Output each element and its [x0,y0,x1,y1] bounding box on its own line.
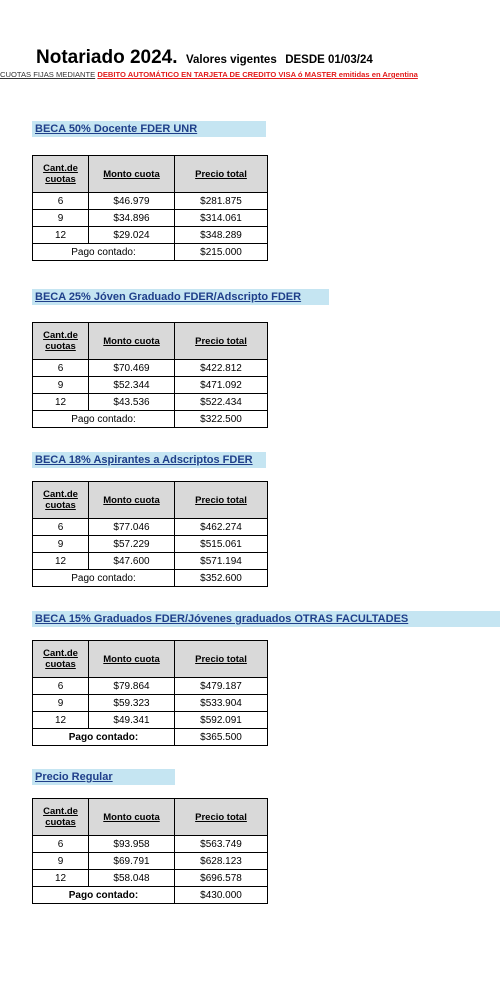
cell-monto: $57.229 [89,536,175,553]
price-table [32,322,268,428]
cell-monto: $47.600 [89,553,175,570]
cell-precio: $571.194 [175,553,268,570]
cell-precio: $515.061 [175,536,268,553]
cell-precio: $533.904 [175,695,268,712]
pago-contado-label: Pago contado: [33,729,175,746]
table-row [33,870,268,887]
table-row [33,712,268,729]
column-header-precio: Precio total [175,482,268,519]
cell-cuotas: 9 [33,853,89,870]
page-title [36,47,373,69]
price-table [32,798,268,904]
cell-precio: $348.289 [175,227,268,244]
table-row [33,853,268,870]
cell-cuotas: 9 [33,210,89,227]
cell-cuotas: 12 [33,394,89,411]
column-header-precio: Precio total [175,799,268,836]
cell-monto: $58.048 [89,870,175,887]
pago-contado-value: $322.500 [175,411,268,428]
table-row [33,377,268,394]
table-header-row [33,799,268,836]
subtitle-date: DESDE 01/03/24 [285,54,373,66]
column-header-precio: Precio total [175,323,268,360]
cell-monto: $29.024 [89,227,175,244]
cell-precio: $479.187 [175,678,268,695]
column-header-cuotas: Cant.de cuotas [33,799,89,836]
pago-contado-value: $430.000 [175,887,268,904]
table-header-row [33,156,268,193]
cell-precio: $471.092 [175,377,268,394]
table-row [33,360,268,377]
cell-precio: $592.091 [175,712,268,729]
cell-precio: $462.274 [175,519,268,536]
cell-cuotas: 6 [33,836,89,853]
table-row [33,836,268,853]
table-row [33,519,268,536]
table-header-row [33,323,268,360]
pago-contado-label: Pago contado: [33,570,175,587]
payment-notice [0,70,500,79]
cell-monto: $52.344 [89,377,175,394]
price-table [32,481,268,587]
price-table [32,155,268,261]
cell-monto: $93.958 [89,836,175,853]
column-header-precio: Precio total [175,156,268,193]
pago-contado-value: $215.000 [175,244,268,261]
cell-cuotas: 6 [33,360,89,377]
table-row [33,536,268,553]
section-title: BECA 15% Graduados FDER/Jóvenes graduados OTRAS FACULTADES [32,611,500,627]
cell-cuotas: 6 [33,519,89,536]
cell-cuotas: 9 [33,536,89,553]
column-header-cuotas: Cant.de cuotas [33,641,89,678]
cell-precio: $522.434 [175,394,268,411]
table-header-row [33,641,268,678]
cell-monto: $59.323 [89,695,175,712]
column-header-cuotas: Cant.de cuotas [33,156,89,193]
column-header-monto: Monto cuota [89,799,175,836]
pago-contado-value: $352.600 [175,570,268,587]
table-row [33,227,268,244]
column-header-precio: Precio total [175,641,268,678]
cell-monto: $49.341 [89,712,175,729]
column-header-cuotas: Cant.de cuotas [33,323,89,360]
cell-cuotas: 12 [33,553,89,570]
section-title: Precio Regular [32,769,175,785]
subtitle-prefix: Valores vigentes [185,54,277,66]
column-header-monto: Monto cuota [89,641,175,678]
cell-precio: $628.123 [175,853,268,870]
column-header-monto: Monto cuota [89,323,175,360]
column-header-monto: Monto cuota [89,482,175,519]
table-row [33,695,268,712]
cell-monto: $70.469 [89,360,175,377]
pago-contado-row [33,244,268,261]
column-header-monto: Monto cuota [89,156,175,193]
cell-monto: $34.896 [89,210,175,227]
notice-highlight: DEBITO AUTOMÁTICO EN TARJETA DE CREDITO VISA ó MASTER emitidas en Argentina [97,70,418,79]
cell-cuotas: 12 [33,712,89,729]
cell-monto: $46.979 [89,193,175,210]
cell-cuotas: 12 [33,227,89,244]
notice-prefix: CUOTAS FIJAS MEDIANTE [0,70,96,79]
cell-cuotas: 9 [33,695,89,712]
column-header-cuotas: Cant.de cuotas [33,482,89,519]
cell-monto: $69.791 [89,853,175,870]
table-row [33,193,268,210]
table-row [33,394,268,411]
cell-cuotas: 9 [33,377,89,394]
title-text: Notariado 2024. [36,47,178,68]
cell-precio: $314.061 [175,210,268,227]
table-header-row [33,482,268,519]
section-title: BECA 25% Jóven Graduado FDER/Adscripto FDER [32,289,329,305]
cell-precio: $422.812 [175,360,268,377]
section-title: BECA 18% Aspirantes a Adscriptos FDER [32,452,266,468]
cell-precio: $281.875 [175,193,268,210]
pago-contado-row [33,729,268,746]
cell-precio: $563.749 [175,836,268,853]
cell-cuotas: 12 [33,870,89,887]
pago-contado-row [33,570,268,587]
cell-monto: $79.864 [89,678,175,695]
pago-contado-label: Pago contado: [33,244,175,261]
pago-contado-row [33,411,268,428]
pago-contado-row [33,887,268,904]
cell-cuotas: 6 [33,678,89,695]
pago-contado-label: Pago contado: [33,887,175,904]
cell-precio: $696.578 [175,870,268,887]
table-row [33,553,268,570]
table-row [33,678,268,695]
pago-contado-value: $365.500 [175,729,268,746]
cell-monto: $77.046 [89,519,175,536]
pago-contado-label: Pago contado: [33,411,175,428]
price-table [32,640,268,746]
table-row [33,210,268,227]
section-title: BECA 50% Docente FDER UNR [32,121,266,137]
cell-cuotas: 6 [33,193,89,210]
cell-monto: $43.536 [89,394,175,411]
